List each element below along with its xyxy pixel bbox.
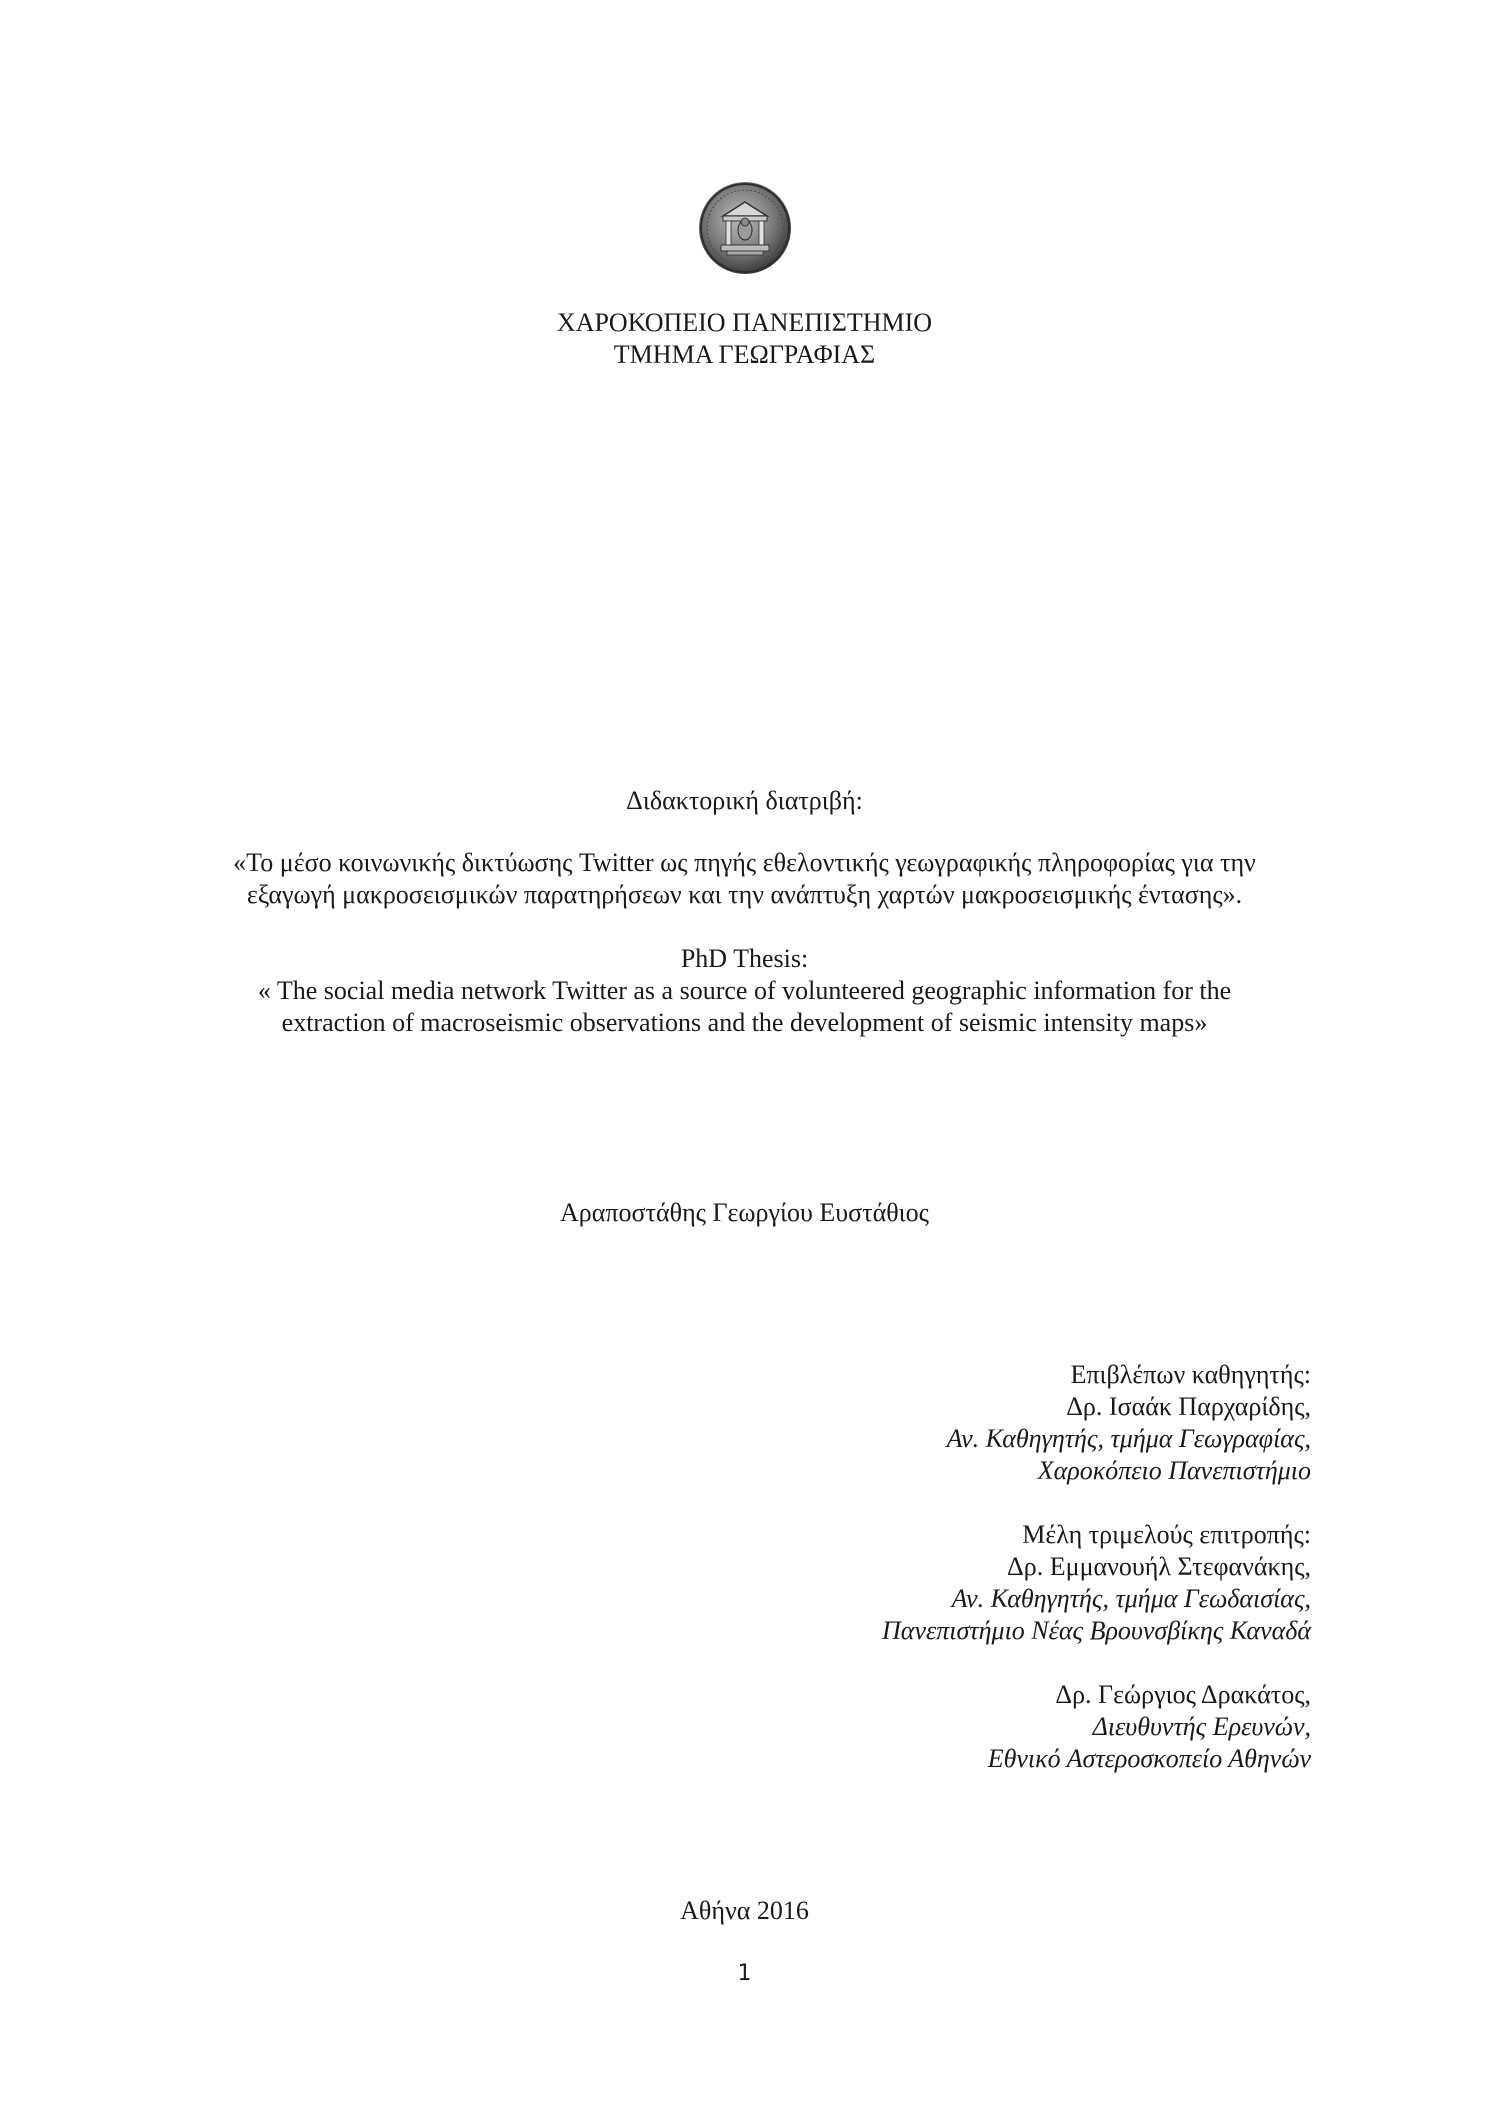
thesis-title-en-line1: « The social media network Twitter as a source of volunteered geographic information for the bbox=[257, 976, 1232, 1005]
committee-block bbox=[411, 1519, 1311, 1647]
place-year: Αθήνα 2016 bbox=[680, 1896, 809, 1925]
author-name: Αραποστάθης Γεωργίου Ευστάθιος bbox=[560, 1198, 929, 1227]
supervisor-institution: Χαροκόπειο Πανεπιστήμιο bbox=[1037, 1456, 1311, 1485]
thesis-title-en-line2: extraction of macroseismic observations and the development of seismic intensity maps» bbox=[281, 1008, 1208, 1037]
department-name: ΤΜΗΜΑ ΓΕΩΓΡΑΦΙΑΣ bbox=[613, 340, 876, 369]
committee-member-name: Δρ. Γεώργιος Δρακάτος, bbox=[1055, 1680, 1311, 1709]
committee-member-name: Δρ. Εμμανουήλ Στεφανάκης, bbox=[1007, 1552, 1311, 1581]
committee-member-block bbox=[411, 1679, 1311, 1775]
supervisor-block bbox=[411, 1359, 1311, 1487]
supervisor-label: Επιβλέπων καθηγητής: bbox=[1070, 1360, 1311, 1389]
university-name: ΧΑΡΟΚΟΠΕΙΟ ΠΑΝΕΠΙΣΤΗΜΙΟ bbox=[556, 308, 933, 337]
committee-member-role: Αν. Καθηγητής, τμήμα Γεωδαισίας, bbox=[951, 1584, 1311, 1613]
thesis-title-gr-line1: «Το μέσο κοινωνικής δικτύωσης Twitter ως πηγής εθελοντικής γεωγραφικής πληροφορίας για την bbox=[233, 848, 1256, 877]
supervisor-name: Δρ. Ισαάκ Παρχαρίδης, bbox=[1066, 1392, 1311, 1421]
university-seal-icon bbox=[697, 180, 793, 276]
supervisor-role: Αν. Καθηγητής, τμήμα Γεωγραφίας, bbox=[946, 1424, 1311, 1453]
thesis-title-gr-line2: εξαγωγή μακροσεισμικών παρατηρήσεων και την ανάπτυξη χαρτών μακροσεισμικής έντασης». bbox=[246, 880, 1243, 909]
committee-member-institution: Πανεπιστήμιο Νέας Βρουνσβίκης Καναδά bbox=[882, 1616, 1311, 1645]
thesis-label-en: PhD Thesis: bbox=[680, 944, 809, 973]
committee-label: Μέλη τριμελούς επιτροπής: bbox=[1022, 1520, 1311, 1549]
page-number: 1 bbox=[737, 1961, 752, 1986]
committee-member-role: Διευθυντής Ερευνών, bbox=[1092, 1712, 1311, 1741]
committee-member-institution: Εθνικό Αστεροσκοπείο Αθηνών bbox=[987, 1744, 1311, 1773]
thesis-label-gr: Διδακτορική διατριβή: bbox=[626, 786, 863, 815]
